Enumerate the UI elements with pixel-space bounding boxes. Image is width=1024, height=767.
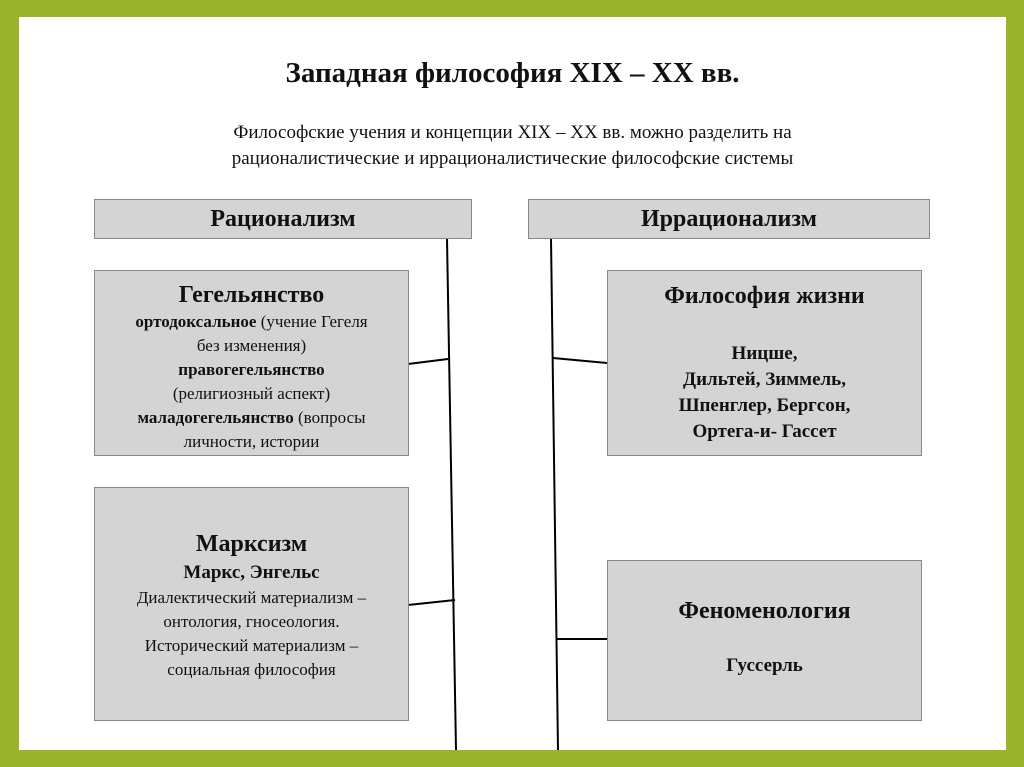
life-philosophy-connector [553,358,607,363]
hegelianism-line-5-rest: (вопросы [293,408,366,427]
marxism-line-2: онтология, гносеология. [163,612,340,631]
hegelianism-right: правогегельянство [178,360,325,379]
hegelianism-title: Гегельянство [178,282,325,308]
hegelianism-orthodox: ортодоксальное [135,312,257,331]
life-philosophy-line-2: Дильтей, Зиммель, [683,369,846,390]
hegelianism-young: маладогегельянство [137,408,294,427]
subtitle-line-1: Философские учения и концепции XIX – XX вв. можно разделить на [233,122,792,143]
marxism-title: Марксизм [195,531,308,557]
hegelianism-line-1 [95,310,408,334]
slide [19,17,1006,750]
rationalism-trunk-line [447,239,456,750]
phenomenology-title: Феноменология [678,598,851,624]
slide-title: Западная философия XIX – XX вв. [285,57,740,89]
marxism-line-1: Диалектический материализм – [136,588,367,607]
life-philosophy-line-3: Шпенглер, Бергсон, [678,395,851,416]
hegelianism-connector [408,359,448,364]
hegelianism-line-6: личности, истории [183,432,320,451]
marxism-line-4: социальная философия [167,660,336,679]
irrationalism-header [528,199,930,239]
marxism-connector [408,600,455,605]
marxism-authors: Маркс, Энгельс [183,562,320,583]
marxism-line-3: Исторический материализм – [144,636,359,655]
marxism-box [94,487,409,721]
rationalism-header-label: Рационализм [210,206,356,232]
life-philosophy-box [607,270,922,456]
irrationalism-trunk-line [551,239,558,750]
life-philosophy-line-1: Ницше, [731,343,798,364]
hegelianism-line-1-rest: (учение Гегеля [256,312,368,331]
hegelianism-box [94,270,409,456]
life-philosophy-title: Философия жизни [664,283,865,309]
phenomenology-spacer [608,627,921,653]
hegelianism-line-3 [95,358,408,382]
subtitle-line-2: рационалистические и иррационалистические философские системы [231,148,794,169]
phenomenology-box [607,560,922,721]
hegelianism-line-2: без изменения) [196,336,307,355]
life-philosophy-spacer [608,313,921,341]
hegelianism-line-5 [95,406,408,430]
irrationalism-header-label: Иррационализм [640,206,817,232]
rationalism-header [94,199,472,239]
life-philosophy-line-4: Ортега-и- Гассет [692,421,837,442]
hegelianism-line-4: (религиозный аспект) [172,384,331,403]
phenomenology-author: Гуссерль [726,655,803,676]
